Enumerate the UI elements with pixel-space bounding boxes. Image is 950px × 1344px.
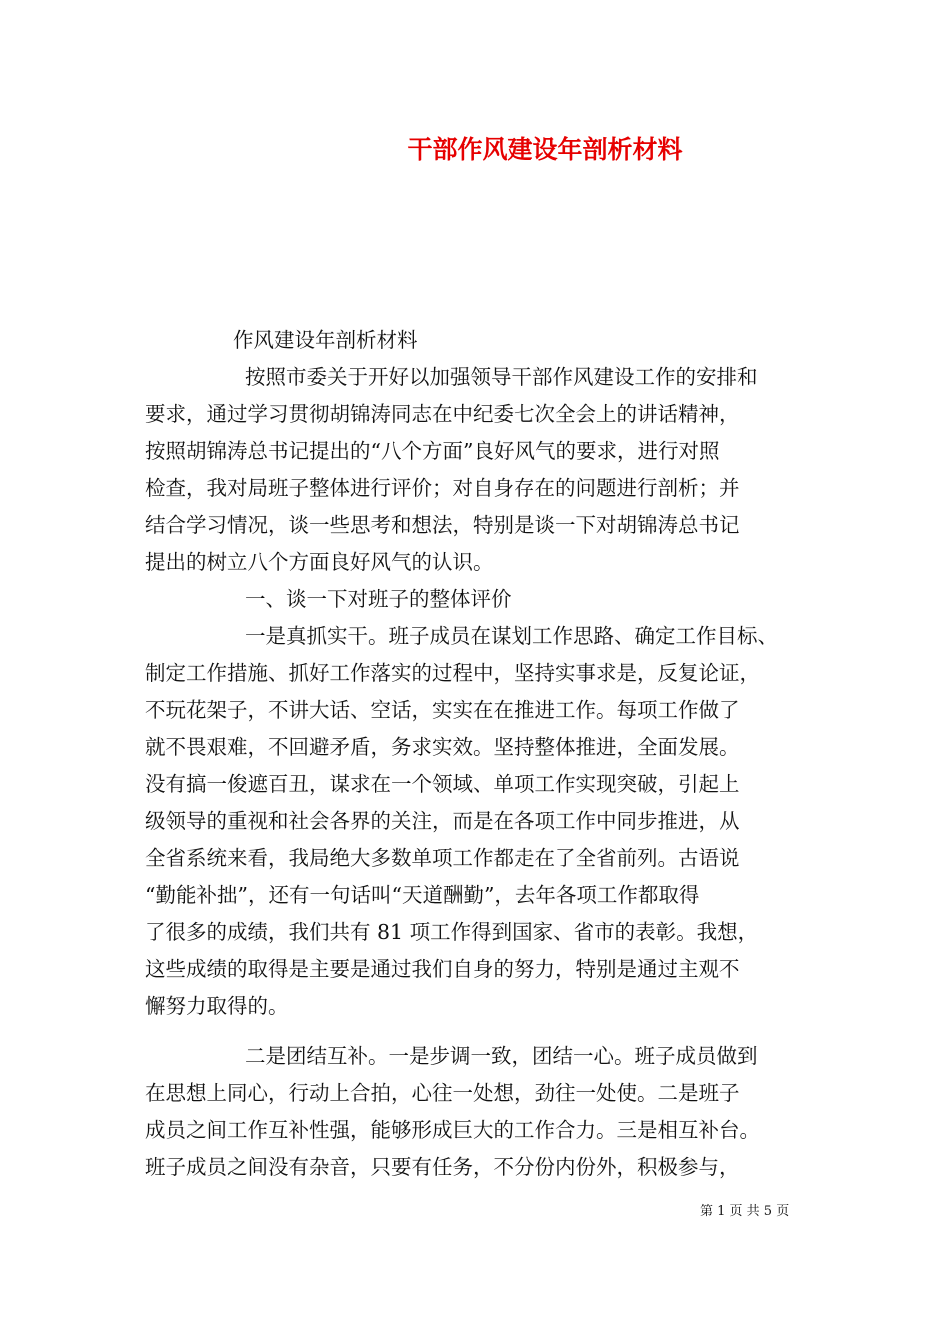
text-line: 按照胡锦涛总书记提出的“八个方面”良好风气的要求，进行对照 bbox=[145, 439, 720, 463]
paragraph-gap bbox=[145, 1025, 810, 1038]
text-line: 检查，我对局班子整体进行评价；对自身存在的问题进行剖析；并 bbox=[145, 476, 740, 500]
text-line: 提出的树立八个方面良好风气的认识。 bbox=[145, 550, 494, 574]
section-title: 一、谈一下对班子的整体评价 bbox=[245, 587, 512, 611]
text-line: 就不畏艰难，不回避矛盾，务求实效。坚持整体推进，全面发展。 bbox=[145, 735, 740, 759]
text-line: 一是真抓实干。班子成员在谋划工作思路、确定工作目标、 bbox=[245, 624, 778, 648]
text-line: 制定工作措施、抓好工作落实的过程中，坚持实事求是，反复论证， bbox=[145, 661, 760, 685]
text-line: 班子成员之间没有杂音，只要有任务，不分份内份外，积极参与， bbox=[145, 1155, 740, 1179]
paragraph-evaluation-1 bbox=[145, 618, 810, 1025]
text-line: 要求，通过学习贯彻胡锦涛同志在中纪委七次全会上的讲话精神， bbox=[145, 402, 740, 426]
paragraph-evaluation-2 bbox=[145, 1038, 810, 1186]
text-line: 不玩花架子，不讲大话、空话，实实在在推进工作。每项工作做了 bbox=[145, 698, 740, 722]
text-line: “勤能补拙”，还有一句话叫“天道酬勤”，去年各项工作都取得 bbox=[145, 883, 700, 907]
text-line: 没有搞一俊遮百丑，谋求在一个领域、单项工作实现突破，引起上 bbox=[145, 772, 740, 796]
text-line: 懈努力取得的。 bbox=[145, 994, 289, 1018]
text-line: 了很多的成绩，我们共有 81 项工作得到国家、省市的表彰。我想， bbox=[145, 920, 759, 944]
text-line: 这些成绩的取得是主要是通过我们自身的努力，特别是通过主观不 bbox=[145, 957, 740, 981]
page-title: 干部作风建设年剖析材料 bbox=[407, 135, 683, 164]
text-line: 在思想上同心，行动上合拍，心往一处想，劲往一处使。二是班子 bbox=[145, 1081, 740, 1105]
document-body bbox=[145, 322, 810, 1186]
text-line: 成员之间工作互补性强，能够形成巨大的工作合力。三是相互补台。 bbox=[145, 1118, 760, 1142]
text-line: 级领导的重视和社会各界的关注，而是在各项工作中同步推进，从 bbox=[145, 809, 740, 833]
paragraph-intro bbox=[145, 359, 810, 581]
text-line: 二是团结互补。一是步调一致，团结一心。班子成员做到 bbox=[245, 1044, 758, 1068]
text-line: 结合学习情况，谈一些思考和想法，特别是谈一下对胡锦涛总书记 bbox=[145, 513, 740, 537]
text-line: 全省系统来看，我局绝大多数单项工作都走在了全省前列。古语说 bbox=[145, 846, 740, 870]
text-line: 按照市委关于开好以加强领导干部作风建设工作的安排和 bbox=[245, 365, 758, 389]
section-heading: 作风建设年剖析材料 bbox=[233, 328, 418, 352]
page-number: 第 1 页 共 5 页 bbox=[700, 1204, 790, 1219]
